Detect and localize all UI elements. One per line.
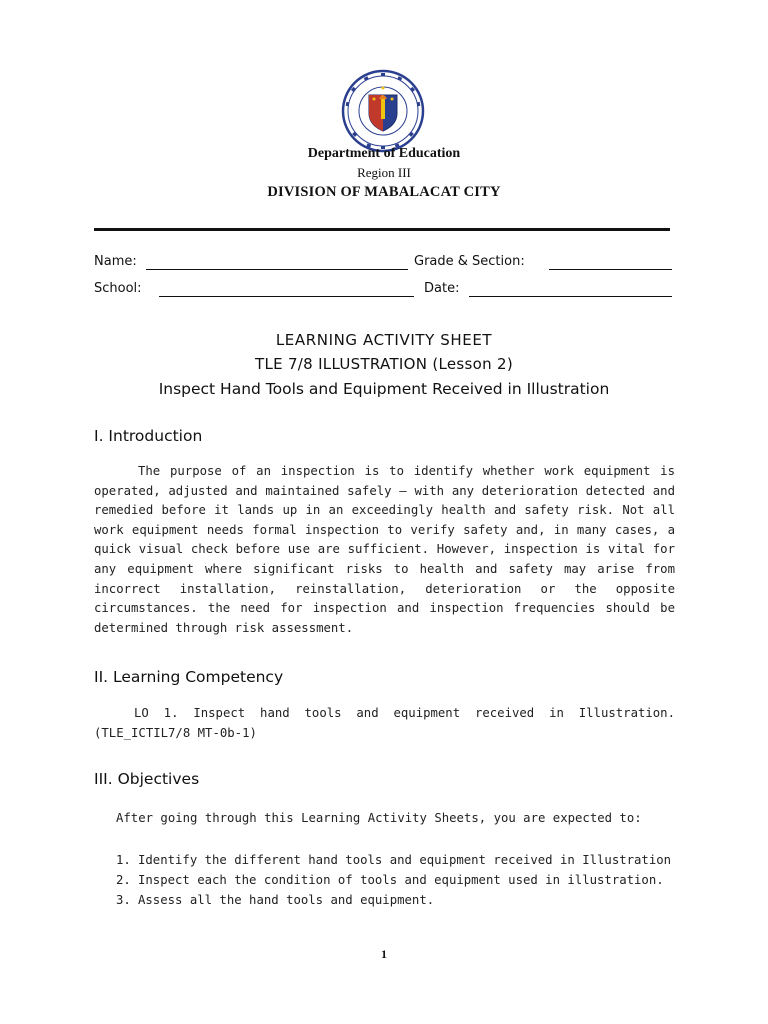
date-label: Date: [424,281,460,296]
school-field[interactable] [159,296,414,297]
name-label: Name: [94,254,137,269]
school-label: School: [94,281,142,296]
department-name: Department of Education [307,146,461,161]
grade-section-label: Grade & Section: [414,254,525,269]
competency-text: LO 1. Inspect hand tools and equipment received in Illustration. (TLE_ICTIL7/8 MT-0b-1) [94,706,675,740]
school-date-row [94,281,674,301]
division-name: DIVISION OF MABALACAT CITY [267,184,501,200]
header-divider [94,228,670,231]
name-field[interactable] [146,269,408,270]
objectives-heading: III. Objectives [94,770,200,788]
sheet-title: LEARNING ACTIVITY SHEET [275,331,493,349]
introduction-heading: I. Introduction [94,427,203,445]
lesson-title: Inspect Hand Tools and Equipment Received in Illustration [158,380,610,398]
date-field[interactable] [469,296,672,297]
page-number: 1 [381,947,387,961]
list-item: 3. Assess all the hand tools and equipment. [116,893,435,907]
name-grade-row [94,254,674,274]
list-item: 1. Identify the different hand tools and equipment received in Illustration [116,853,672,867]
competency-heading: II. Learning Competency [94,668,284,686]
list-item: 2. Inspect each the condition of tools and equipment used in illustration. [116,873,664,887]
grade-section-field[interactable] [549,269,672,270]
objectives-list [116,850,671,910]
region-name: Region III [357,165,411,180]
subject-title: TLE 7/8 ILLUSTRATION (Lesson 2) [255,355,513,373]
introduction-paragraph: The purpose of an inspection is to identify whether work equipment is operated, adjusted and maintained safely – with any deterioration detected and remedied before it lands up in an exceedingly health and safety risk. Not all work equipment needs formal inspection to verify safety and, in many cases, a quick visual check before use are sufficient. However, inspection is vital for any equipment where significant risks to health and safety may arise from incorrect installation, reinstallation, deterioration or the opposite circumstances. the need for inspection and inspection frequencies should be determined through risk assessment. [94,464,675,635]
deped-seal-icon [341,69,425,153]
objectives-intro: After going through this Learning Activity Sheets, you are expected to: [116,811,642,825]
